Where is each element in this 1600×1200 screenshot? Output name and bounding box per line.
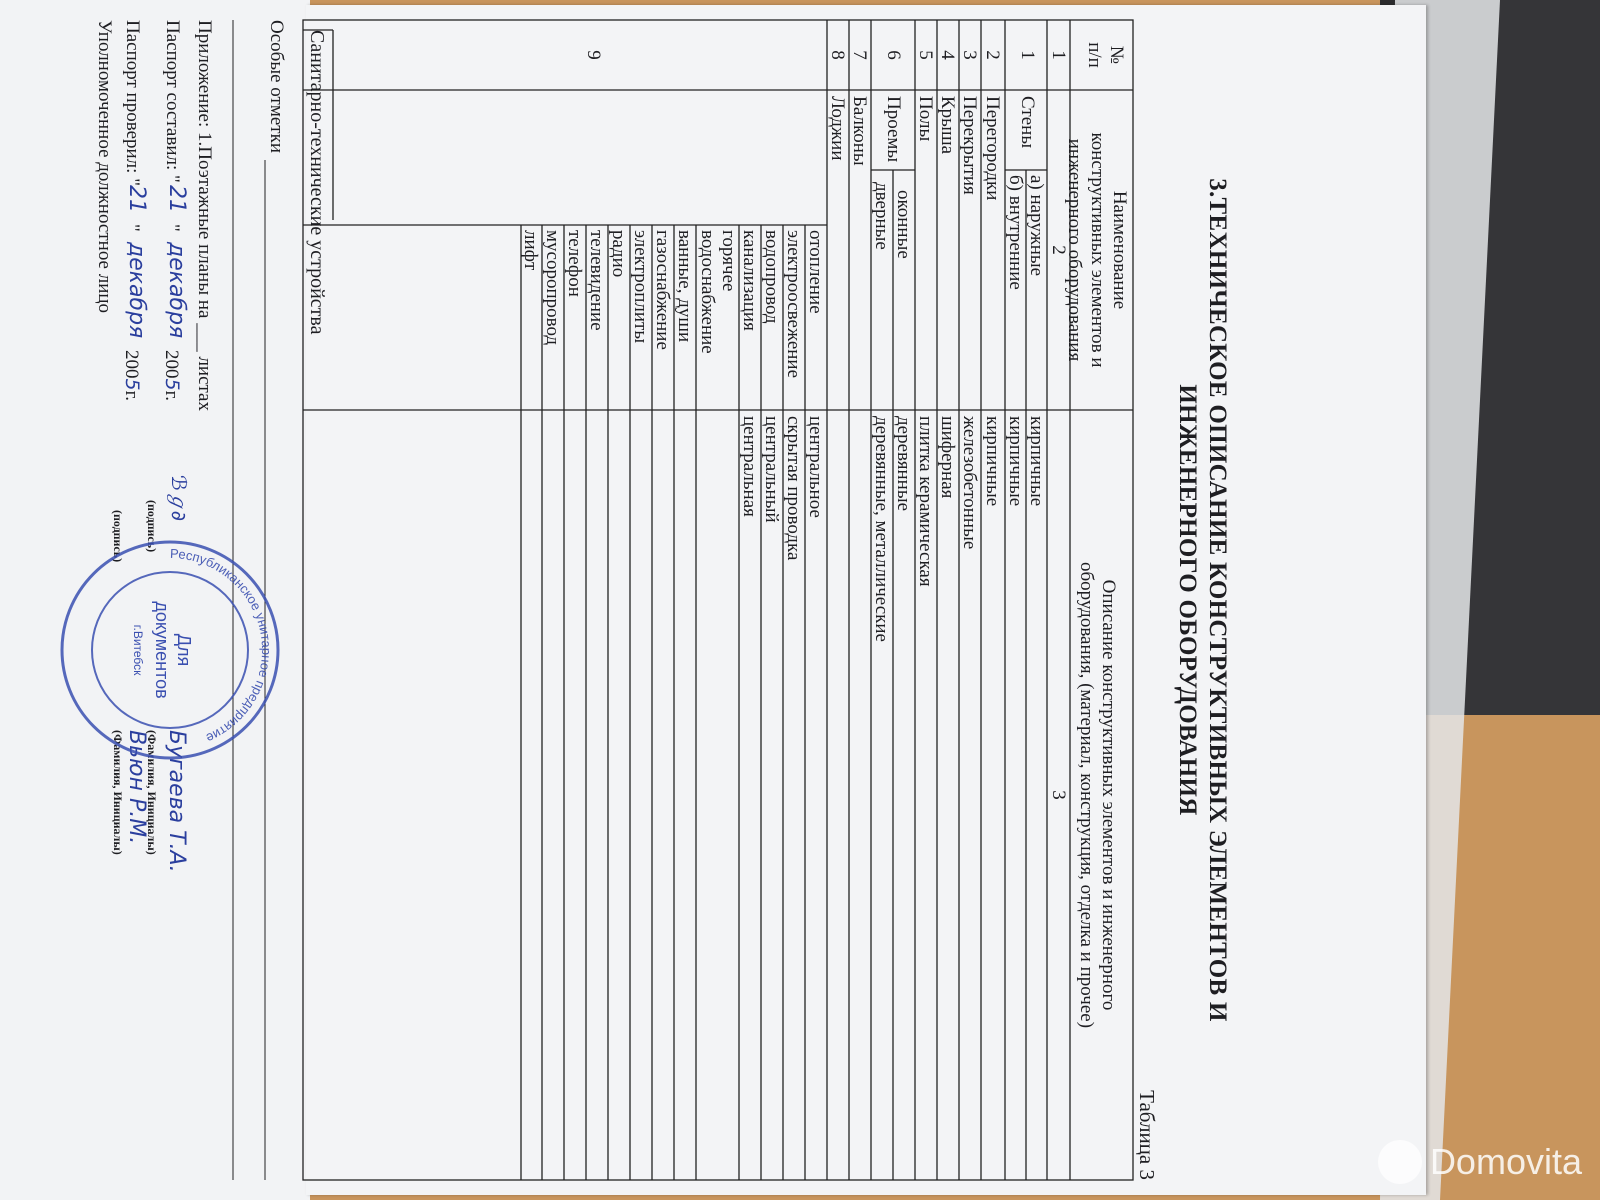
round-seal-stamp — [50, 530, 290, 770]
compiled-name: Бугаева Т.А. — [164, 730, 189, 873]
row-doors: дверные — [871, 182, 892, 250]
sanitary-baths: ванные, души — [674, 230, 695, 343]
compiled-year-suffix: г. — [161, 390, 182, 401]
row-openings-name: Проемы — [883, 96, 904, 163]
row-partitions-name: Перегородки — [982, 96, 1003, 201]
sanitary-radio: радио — [608, 230, 629, 278]
watermark-logo-icon — [1378, 1140, 1422, 1184]
document-title-line-1: 3.ТЕХНИЧЕСКОЕ ОПИСАНИЕ КОНСТРУКТИВНЫХ ЭЛЕМЕНТОВ И — [1204, 178, 1231, 1022]
sanitary-phone: телефон — [564, 230, 585, 297]
compiled-name-caption: (Фамилия, Инициалы) — [145, 730, 159, 855]
row-roof-desc: шиферная — [937, 416, 958, 499]
sanitary-hot-water: водоснабжение — [697, 230, 718, 354]
checked-year-digit: 5 — [121, 378, 143, 391]
header-number-abbrev: п/п — [1083, 42, 1105, 68]
row-floors-number: 5 — [915, 50, 936, 60]
checked-month: декабря — [124, 242, 149, 339]
row-openings-number: 6 — [883, 50, 904, 60]
sanitary-heating-desc: центральное — [805, 416, 826, 518]
sanitary-electric-desc: скрытая проводка — [783, 416, 804, 561]
watermark-text: Domovita — [1429, 1141, 1582, 1182]
sanitary-garbage: мусоропровод — [542, 230, 563, 346]
compiled-month: декабря — [164, 242, 189, 339]
checked-signature-caption: (подпись) — [111, 510, 125, 563]
header-name-line-2: конструктивных элементов и — [1086, 132, 1108, 368]
checked-day: 21 — [124, 185, 149, 213]
checked-by-label: Паспорт проверил: " — [122, 20, 143, 186]
column-number-1: 1 — [1048, 50, 1069, 60]
table-number-label: Таблица 3 — [1135, 1090, 1159, 1180]
stamp-line-1: Для — [174, 633, 194, 667]
sanitary-elevator: лифт — [520, 230, 541, 271]
row-sanitary-number: 9 — [583, 50, 604, 60]
compiled-year — [160, 350, 183, 401]
compiled-year-digit: 5 — [161, 378, 183, 391]
rotated-document-content — [94, 10, 1245, 1190]
row-doors-desc: деревянные, металлические — [871, 416, 892, 642]
row-walls-outer-desc: кирпичные — [1026, 416, 1047, 507]
compiled-year-prefix: 200 — [161, 350, 182, 379]
stamp-ring-text: Республиканское унитарное предприятие — [169, 545, 275, 746]
checked-name-caption: (Фамилия, Инициалы) — [111, 730, 125, 855]
sanitary-gas: газоснабжение — [652, 230, 673, 350]
header-number — [1082, 20, 1127, 90]
sanitary-stoves: электроплиты — [630, 230, 651, 344]
sanitary-sewage: канализация — [739, 230, 760, 331]
row-floors-desc: плитка керамическая — [915, 416, 936, 587]
row-walls-inner-desc: кирпичные — [1005, 416, 1026, 507]
checked-year — [120, 350, 143, 401]
column-number-2: 2 — [1048, 245, 1069, 255]
row-loggias-number: 8 — [827, 50, 848, 60]
row-ceilings-number: 3 — [959, 50, 980, 60]
header-desc-line-1: Описание конструктивных элементов и инженерного — [1098, 579, 1119, 1011]
row-sanitary-name: Санитарно-технические устройства — [306, 30, 328, 335]
row-windows-desc: деревянные — [893, 416, 914, 512]
row-balconies-name: Балконы — [849, 96, 870, 166]
sanitary-hot: горячее — [718, 230, 739, 292]
row-windows: оконные — [893, 190, 914, 259]
sanitary-heating: отопление — [805, 230, 826, 314]
row-partitions-number: 2 — [982, 50, 1003, 60]
sanitary-tv: телевидение — [586, 230, 607, 331]
compiled-quote: " — [162, 224, 183, 232]
document-title-line-2: ИНЖЕНЕРНОГО ОБОРУДОВАНИЯ — [1174, 384, 1201, 816]
row-walls-inner: б) внутренние — [1005, 175, 1026, 290]
watermark — [1378, 1140, 1582, 1184]
compiled-day: 21 — [164, 185, 189, 213]
compiled-signature: ℬℊ∂ — [167, 475, 191, 522]
sanitary-electric: электроосвежение — [783, 230, 804, 379]
row-ceilings-name: Перекрытия — [959, 96, 980, 195]
special-notes-label: Особые отметки — [266, 20, 287, 153]
compiled-signature-caption: (подпись) — [145, 500, 159, 553]
sanitary-water: водопровод — [761, 230, 782, 324]
row-roof-name: Крыша — [937, 96, 958, 155]
row-ceilings-desc: железобетонные — [959, 416, 980, 550]
checked-name: Вьюн Р.М. — [124, 730, 149, 845]
header-element-name — [1063, 90, 1130, 410]
row-walls-outer: а) наружные — [1026, 175, 1047, 277]
row-floors-name: Полы — [915, 96, 936, 142]
row-partitions-desc: кирпичные — [982, 416, 1003, 507]
row-loggias-name: Лоджии — [827, 96, 848, 161]
row-balconies-number: 7 — [849, 50, 870, 60]
checked-quote: " — [122, 224, 143, 232]
sanitary-sewage-desc: центральная — [739, 416, 760, 517]
column-number-3: 3 — [1048, 790, 1069, 800]
header-desc-line-2: оборудования, (материал, конструкция, отделка и прочее) — [1075, 561, 1097, 1029]
header-description — [1074, 410, 1119, 1180]
stamp-line-2: документов — [152, 601, 172, 699]
header-name-line-1: Наименование — [1109, 190, 1130, 310]
row-walls-number: 1 — [1017, 50, 1038, 60]
compiled-by-label: Паспорт составил: " — [162, 20, 183, 183]
header-name-line-3: инженерного оборудования — [1064, 138, 1086, 362]
row-walls-name: Стены — [1017, 96, 1038, 149]
stamp-city: г.Витебск — [131, 624, 145, 676]
header-number-symbol: № — [1106, 45, 1127, 65]
checked-year-prefix: 200 — [121, 350, 142, 379]
official-label: Уполномоченное должностное лицо — [94, 20, 115, 314]
row-roof-number: 4 — [937, 50, 958, 60]
checked-year-suffix: г. — [121, 390, 142, 401]
appendix-text: Приложение: 1.Поэтажные планы на ___ листах — [194, 20, 215, 411]
sanitary-water-desc: центральный — [761, 416, 782, 523]
